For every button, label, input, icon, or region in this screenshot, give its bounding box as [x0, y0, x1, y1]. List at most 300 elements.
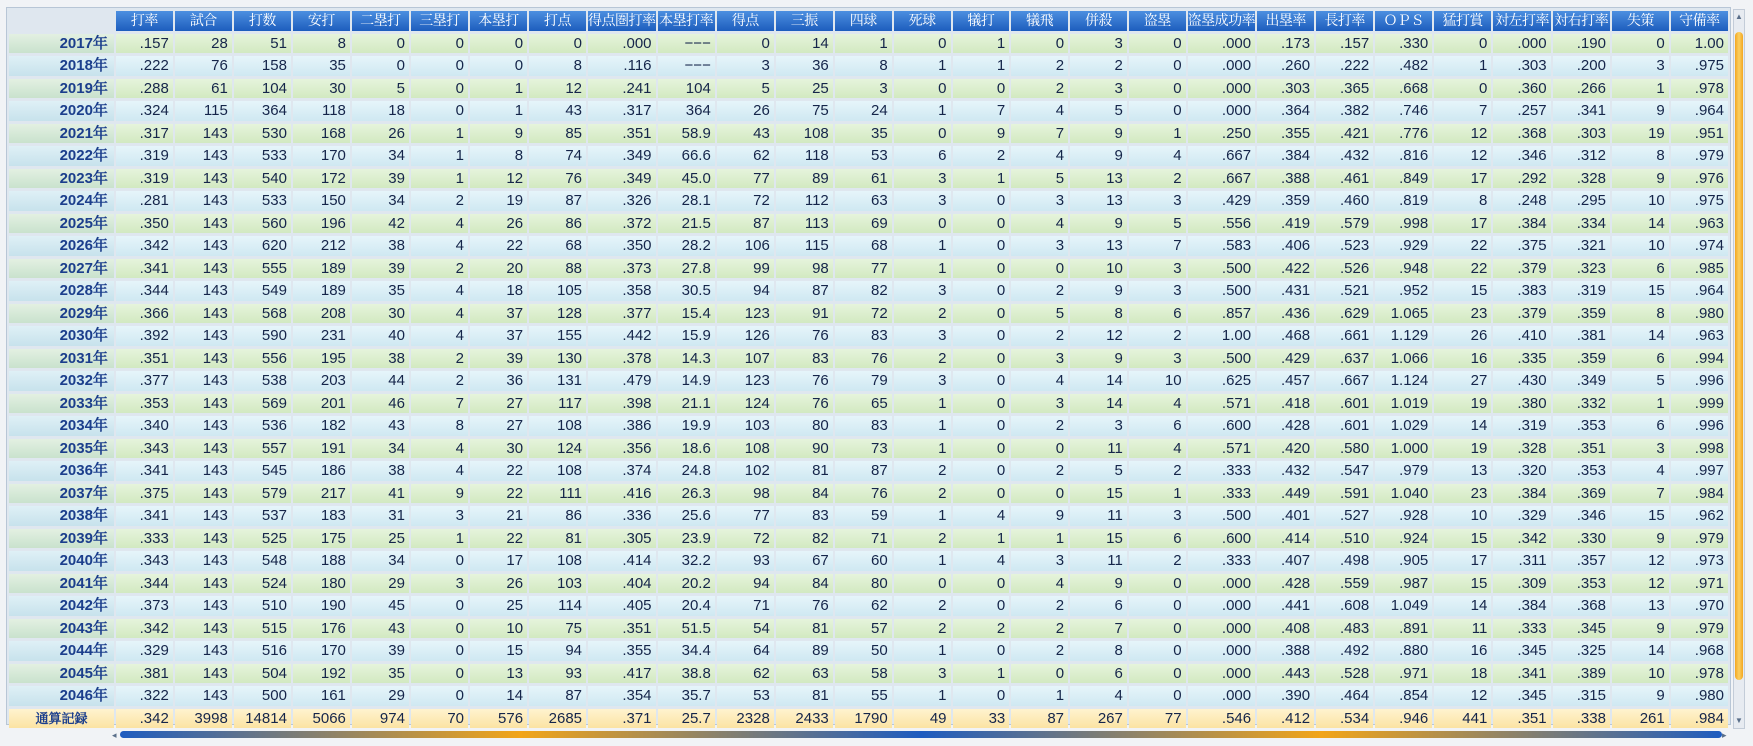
stat-cell: 0 [953, 641, 1010, 661]
stat-cell: 2 [894, 596, 951, 616]
stat-cell: .500 [1188, 281, 1256, 301]
stat-cell: 1 [953, 34, 1010, 54]
stat-cell: 8 [1612, 304, 1669, 324]
stat-cell: .668 [1375, 79, 1432, 99]
stat-cell: .500 [1188, 506, 1256, 526]
stat-cell: 98 [776, 259, 833, 279]
stat-cell: 68 [835, 236, 892, 256]
stat-cell: 53 [835, 146, 892, 166]
column-header[interactable]: ＯＰＳ [1375, 11, 1432, 31]
column-header[interactable]: 失策 [1612, 11, 1669, 31]
stat-cell: 7 [1070, 619, 1127, 639]
stat-cell: 143 [175, 529, 232, 549]
stat-cell: 118 [293, 101, 350, 121]
stat-cell: .324 [116, 101, 173, 121]
stat-cell: 217 [293, 484, 350, 504]
stat-cell: 3 [1011, 394, 1068, 414]
row-year-label: 2022年 [9, 146, 114, 166]
stat-cell: 74 [529, 146, 586, 166]
stat-cell: 568 [234, 304, 291, 324]
stat-cell: 103 [717, 416, 774, 436]
stat-cell: 43 [352, 416, 409, 436]
stat-cell: 34 [352, 551, 409, 571]
stat-cell: 2 [1011, 281, 1068, 301]
stat-cell: 515 [234, 619, 291, 639]
stat-cell: 16 [1434, 641, 1491, 661]
stat-cell: 12 [1612, 574, 1669, 594]
stat-cell: .974 [1671, 236, 1728, 256]
stat-cell: 30 [352, 304, 409, 324]
stat-cell: .952 [1375, 281, 1432, 301]
stat-cell: 4 [411, 281, 468, 301]
stat-cell: .343 [116, 439, 173, 459]
stat-cell: 93 [529, 664, 586, 684]
stat-cell: 3 [1011, 349, 1068, 369]
column-header[interactable]: 得点圏打率 [588, 11, 656, 31]
vertical-scrollbar[interactable] [1733, 9, 1745, 729]
total-stat-cell: .351 [1493, 709, 1550, 729]
stat-cell: .527 [1316, 506, 1373, 526]
stat-cell: 37 [470, 326, 527, 346]
stat-cell: 2 [1011, 326, 1068, 346]
stat-cell: .951 [1671, 124, 1728, 144]
stat-cell: 83 [835, 416, 892, 436]
stat-cell: .431 [1257, 281, 1314, 301]
column-header[interactable]: 三振 [776, 11, 833, 31]
stat-cell: .319 [116, 146, 173, 166]
stat-cell: 8 [411, 416, 468, 436]
stat-cell: 14 [776, 34, 833, 54]
stat-cell: .579 [1316, 214, 1373, 234]
stat-cell: 186 [293, 461, 350, 481]
row-year-label: 2046年 [9, 686, 114, 706]
stat-cell: 26 [470, 214, 527, 234]
batting-stats-panel [6, 7, 1731, 725]
stat-cell: 0 [953, 214, 1010, 234]
stat-cell: 25 [352, 529, 409, 549]
column-header[interactable]: 打率 [116, 11, 173, 31]
stat-cell: .999 [1671, 394, 1728, 414]
scroll-down-arrow-icon[interactable]: ▼ [1735, 716, 1743, 725]
stat-cell: 1 [894, 439, 951, 459]
scroll-up-arrow-icon[interactable]: ▲ [1735, 12, 1743, 21]
stat-cell: 2 [1129, 551, 1186, 571]
stat-cell: .116 [588, 56, 656, 76]
stat-cell: 191 [293, 439, 350, 459]
stat-cell: .322 [116, 686, 173, 706]
horizontal-scrollbar[interactable] [112, 729, 1730, 741]
stat-cell: 86 [529, 506, 586, 526]
stat-cell: .556 [1188, 214, 1256, 234]
stat-cell: .329 [116, 641, 173, 661]
table-row [9, 619, 1728, 639]
stat-cell: 76 [175, 56, 232, 76]
column-header[interactable]: 四球 [835, 11, 892, 31]
column-header[interactable]: 猛打賞 [1434, 11, 1491, 31]
stat-cell: 9 [1070, 124, 1127, 144]
stat-cell: .305 [588, 529, 656, 549]
stat-cell: 6 [1129, 304, 1186, 324]
stat-cell: .355 [588, 641, 656, 661]
stat-cell: .997 [1671, 461, 1728, 481]
stat-cell: .222 [116, 56, 173, 76]
stat-cell: 126 [717, 326, 774, 346]
stat-cell: 83 [776, 349, 833, 369]
stat-cell: 0 [411, 101, 468, 121]
total-stat-cell: 974 [352, 709, 409, 729]
stat-cell: 2 [1011, 596, 1068, 616]
stat-cell: 6 [1612, 349, 1669, 369]
stat-cell: 39 [470, 349, 527, 369]
stat-cell: 0 [470, 34, 527, 54]
stat-cell: 3 [1129, 281, 1186, 301]
stat-cell: .353 [1553, 461, 1610, 481]
stat-cell: 15 [1612, 281, 1669, 301]
stat-cell: .971 [1375, 664, 1432, 684]
stat-cell: .419 [1257, 214, 1314, 234]
stat-cell: 0 [411, 551, 468, 571]
stat-cell: .292 [1493, 169, 1550, 189]
stat-cell: .349 [588, 146, 656, 166]
total-label: 通算記録 [9, 709, 114, 729]
stat-cell: .157 [1316, 34, 1373, 54]
stat-cell: 190 [293, 596, 350, 616]
stat-cell: 4 [953, 551, 1010, 571]
stat-cell: .975 [1671, 56, 1728, 76]
stat-cell: 1 [411, 529, 468, 549]
stat-cell: 14 [1612, 641, 1669, 661]
stat-cell: 108 [776, 124, 833, 144]
stat-cell: 192 [293, 664, 350, 684]
stat-cell: .250 [1188, 124, 1256, 144]
stat-cell: 537 [234, 506, 291, 526]
stat-cell: 30 [470, 439, 527, 459]
vertical-scroll-thumb[interactable] [1735, 32, 1743, 680]
stat-cell: 22 [470, 236, 527, 256]
stat-cell: .333 [1188, 461, 1256, 481]
column-header[interactable]: 三塁打 [411, 11, 468, 31]
stat-cell: .436 [1257, 304, 1314, 324]
stat-cell: 58 [835, 664, 892, 684]
stat-cell: 76 [835, 484, 892, 504]
stat-cell: .351 [1553, 439, 1610, 459]
horizontal-scroll-track[interactable] [120, 731, 1722, 738]
stat-cell: .325 [1553, 641, 1610, 661]
stat-cell: .661 [1316, 326, 1373, 346]
stat-cell: 14 [1070, 371, 1127, 391]
stat-cell: .979 [1671, 146, 1728, 166]
stat-cell: .266 [1553, 79, 1610, 99]
column-header[interactable]: 本塁打 [470, 11, 527, 31]
stat-cell: 0 [953, 394, 1010, 414]
stat-cell: 115 [776, 236, 833, 256]
stat-cell: 8 [1434, 191, 1491, 211]
stat-cell: 161 [293, 686, 350, 706]
table-row [9, 259, 1728, 279]
stat-cell: 0 [1011, 484, 1068, 504]
stat-cell: 0 [411, 686, 468, 706]
column-header[interactable]: 試合 [175, 11, 232, 31]
stat-cell: .353 [1553, 416, 1610, 436]
stat-cell: 3 [894, 326, 951, 346]
stat-cell: 8 [1070, 641, 1127, 661]
stat-cell: .629 [1316, 304, 1373, 324]
row-year-label: 2038年 [9, 506, 114, 526]
row-year-label: 2030年 [9, 326, 114, 346]
stat-cell: 9 [1070, 349, 1127, 369]
stat-cell: 155 [529, 326, 586, 346]
stat-cell: .980 [1671, 304, 1728, 324]
row-year-label: 2044年 [9, 641, 114, 661]
row-year-label: 2040年 [9, 551, 114, 571]
batting-stats-table [7, 8, 1730, 731]
stat-cell: 9 [1612, 101, 1669, 121]
stat-cell: 15 [1434, 281, 1491, 301]
column-header[interactable]: 本塁打率 [658, 11, 715, 31]
column-header[interactable]: 安打 [293, 11, 350, 31]
stat-cell: 0 [411, 56, 468, 76]
stat-cell: 18.6 [658, 439, 715, 459]
stat-cell: 85 [529, 124, 586, 144]
stat-cell: 0 [894, 574, 951, 594]
stat-cell: 9 [953, 124, 1010, 144]
stat-cell: 30.5 [658, 281, 715, 301]
stat-cell: 1 [411, 146, 468, 166]
column-header[interactable]: 守備率 [1671, 11, 1728, 31]
stat-cell: .328 [1493, 439, 1550, 459]
stat-cell: 62 [717, 664, 774, 684]
stat-cell: 17 [1434, 214, 1491, 234]
stat-cell: 77 [835, 259, 892, 279]
stat-cell: 0 [529, 34, 586, 54]
column-header[interactable]: 打点 [529, 11, 586, 31]
stat-cell: 0 [953, 79, 1010, 99]
stat-cell: .317 [588, 101, 656, 121]
stat-cell: 0 [1129, 596, 1186, 616]
stat-cell: .929 [1375, 236, 1432, 256]
stat-cell: .303 [1493, 56, 1550, 76]
total-stat-cell: .946 [1375, 709, 1432, 729]
stat-cell: 51.5 [658, 619, 715, 639]
stat-cell: .547 [1316, 461, 1373, 481]
column-header[interactable]: 打数 [234, 11, 291, 31]
stat-cell: 68 [529, 236, 586, 256]
stat-cell: 34 [352, 439, 409, 459]
stat-cell: 7 [1434, 101, 1491, 121]
stat-cell: 1 [953, 529, 1010, 549]
stat-cell: .971 [1671, 574, 1728, 594]
stat-cell: .998 [1375, 214, 1432, 234]
stat-cell: 5 [1070, 101, 1127, 121]
stat-cell: 579 [234, 484, 291, 504]
column-header[interactable]: 二塁打 [352, 11, 409, 31]
stat-cell: 1 [894, 259, 951, 279]
stat-cell: 3 [894, 191, 951, 211]
column-header[interactable]: 長打率 [1316, 11, 1373, 31]
stat-cell: 19 [1434, 394, 1491, 414]
table-row [9, 596, 1728, 616]
stat-cell: 11 [1070, 439, 1127, 459]
stat-cell: 19 [1612, 124, 1669, 144]
scroll-right-arrow-icon[interactable]: ▸ [1722, 730, 1727, 740]
stat-cell: 71 [835, 529, 892, 549]
stat-cell: 143 [175, 461, 232, 481]
column-header[interactable]: 得点 [717, 11, 774, 31]
column-header[interactable]: 盗塁成功率 [1188, 11, 1256, 31]
stat-cell: 107 [717, 349, 774, 369]
stat-cell: .441 [1257, 596, 1314, 616]
stat-cell: .388 [1257, 641, 1314, 661]
stat-cell: .667 [1316, 371, 1373, 391]
column-header[interactable]: 併殺 [1070, 11, 1127, 31]
stat-cell: .420 [1257, 439, 1314, 459]
stat-cell: 143 [175, 214, 232, 234]
stat-cell: .330 [1375, 34, 1432, 54]
stat-cell: 590 [234, 326, 291, 346]
total-stat-cell: .412 [1257, 709, 1314, 729]
scroll-left-arrow-icon[interactable]: ◂ [112, 730, 117, 740]
column-header[interactable]: 出塁率 [1257, 11, 1314, 31]
stat-cell: 620 [234, 236, 291, 256]
stat-cell: 71 [717, 596, 774, 616]
stat-cell: 1 [894, 551, 951, 571]
stat-cell: .350 [588, 236, 656, 256]
stat-cell: 2 [1070, 56, 1127, 76]
stat-cell: 29 [352, 686, 409, 706]
stat-cell: .375 [116, 484, 173, 504]
stat-cell: .351 [588, 124, 656, 144]
stat-cell: 5 [352, 79, 409, 99]
stat-cell: 3 [835, 79, 892, 99]
stat-cell: .295 [1553, 191, 1610, 211]
column-header[interactable]: 死球 [894, 11, 951, 31]
stat-cell: .377 [116, 371, 173, 391]
stat-cell: 1 [1612, 79, 1669, 99]
row-year-label: 2043年 [9, 619, 114, 639]
stat-cell: 0 [1129, 664, 1186, 684]
stat-cell: .386 [588, 416, 656, 436]
stat-cell: .317 [116, 124, 173, 144]
column-header[interactable]: 対右打率 [1553, 11, 1610, 31]
row-year-label: 2023年 [9, 169, 114, 189]
stat-cell: 104 [658, 79, 715, 99]
stat-cell: 8 [835, 56, 892, 76]
stat-cell: .359 [1553, 349, 1610, 369]
stat-cell: 27 [470, 394, 527, 414]
stat-cell: 26 [352, 124, 409, 144]
total-stat-cell: .534 [1316, 709, 1373, 729]
stat-cell: .405 [588, 596, 656, 616]
stat-cell: 15 [1434, 529, 1491, 549]
stat-cell: 3 [1070, 416, 1127, 436]
stat-cell: 15 [1434, 574, 1491, 594]
stat-cell: 3 [894, 169, 951, 189]
stat-cell: 44 [352, 371, 409, 391]
stat-cell: 61 [835, 169, 892, 189]
stat-cell: 8 [1612, 146, 1669, 166]
stat-cell: 0 [411, 641, 468, 661]
stat-cell: 143 [175, 124, 232, 144]
stat-cell: 189 [293, 281, 350, 301]
stat-cell: .414 [1257, 529, 1314, 549]
stat-cell: 12 [1434, 686, 1491, 706]
stat-cell: .343 [116, 551, 173, 571]
stat-cell: .482 [1375, 56, 1432, 76]
stat-cell: .359 [1553, 304, 1610, 324]
stat-cell: 6 [1612, 416, 1669, 436]
total-stat-cell: 49 [894, 709, 951, 729]
stat-cell: 9 [1612, 169, 1669, 189]
stat-cell: 143 [175, 574, 232, 594]
stat-cell: .500 [1188, 349, 1256, 369]
stat-cell: .963 [1671, 214, 1728, 234]
stat-cell: 188 [293, 551, 350, 571]
stat-cell: 31 [352, 506, 409, 526]
stat-cell: 87 [835, 461, 892, 481]
stat-cell: 90 [776, 439, 833, 459]
stat-cell: 21.1 [658, 394, 715, 414]
stat-cell: 104 [234, 79, 291, 99]
stat-cell: 4 [1011, 574, 1068, 594]
stat-cell: 18 [352, 101, 409, 121]
stat-cell: 3 [1129, 349, 1186, 369]
stat-cell: 130 [529, 349, 586, 369]
stat-cell: .332 [1553, 394, 1610, 414]
stat-cell: 180 [293, 574, 350, 594]
stat-cell: .528 [1316, 664, 1373, 684]
column-header[interactable]: 対左打率 [1493, 11, 1550, 31]
stat-cell: 7 [1612, 484, 1669, 504]
total-stat-cell: .371 [588, 709, 656, 729]
stat-cell: 0 [352, 56, 409, 76]
table-row [9, 191, 1728, 211]
stat-cell: .368 [1493, 124, 1550, 144]
stat-cell: .608 [1316, 596, 1373, 616]
stat-cell: 504 [234, 664, 291, 684]
stat-cell: 176 [293, 619, 350, 639]
stat-cell: 533 [234, 191, 291, 211]
stat-cell: 2 [1129, 169, 1186, 189]
column-header[interactable]: 犠飛 [1011, 11, 1068, 31]
column-header[interactable]: 犠打 [953, 11, 1010, 31]
stat-cell: .442 [588, 326, 656, 346]
stat-cell: .429 [1257, 349, 1314, 369]
stat-cell: 15.9 [658, 326, 715, 346]
row-year-label: 2024年 [9, 191, 114, 211]
stat-cell: 7 [411, 394, 468, 414]
stat-cell: 131 [529, 371, 586, 391]
stat-cell: .248 [1493, 191, 1550, 211]
stat-cell: 143 [175, 439, 232, 459]
stat-cell: .341 [116, 506, 173, 526]
column-header[interactable]: 盗塁 [1129, 11, 1186, 31]
stat-cell: 87 [529, 191, 586, 211]
stat-cell: 87 [529, 686, 586, 706]
stat-cell: .432 [1257, 461, 1314, 481]
stat-cell: .521 [1316, 281, 1373, 301]
table-row [9, 439, 1728, 459]
stat-cell: 22 [470, 529, 527, 549]
stat-cell: 77 [717, 169, 774, 189]
stat-cell: 38 [352, 349, 409, 369]
stat-cell: 2 [411, 259, 468, 279]
header-corner [9, 11, 114, 31]
total-stat-cell: .546 [1188, 709, 1256, 729]
stat-cell: 35.7 [658, 686, 715, 706]
stat-cell: 2 [953, 619, 1010, 639]
stat-cell: 14 [1612, 326, 1669, 346]
stat-cell: 203 [293, 371, 350, 391]
